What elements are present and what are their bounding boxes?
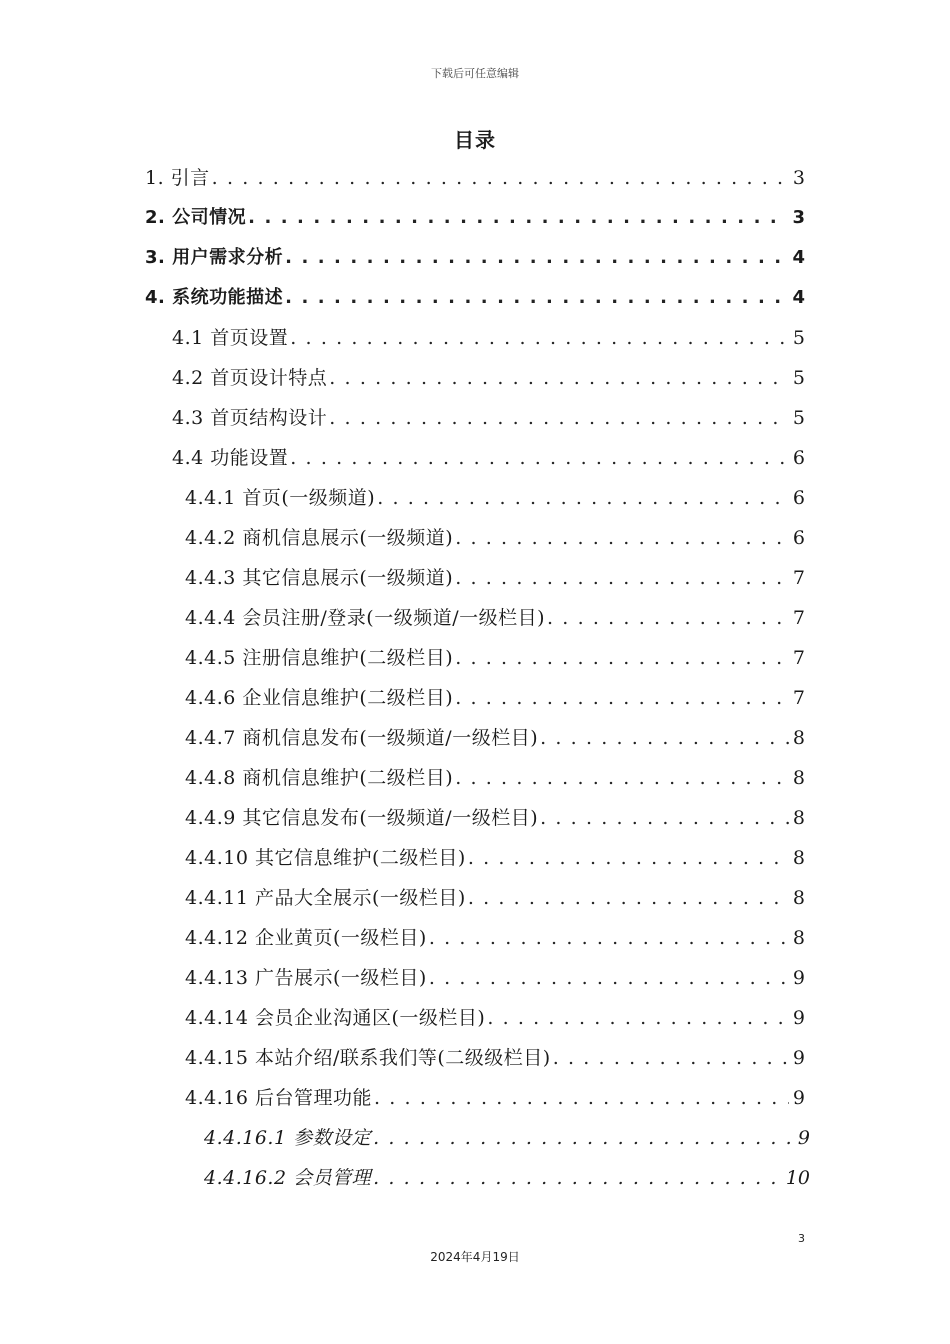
dot-leader [540,723,789,753]
dot-leader [290,443,789,473]
toc-entry-page: 5 [792,367,805,389]
dot-leader [455,563,789,593]
toc-entry-page: 3 [792,167,805,189]
toc-entry-page: 9 [797,1127,810,1149]
toc-entry-4-4-1[interactable] [185,483,805,513]
toc-entry-4-3[interactable] [172,403,805,433]
page-number: 3 [798,1232,805,1245]
toc-entry-label: 1. 引言 [145,167,210,189]
toc-entry-4-4-4[interactable] [185,603,805,633]
toc-entry-4-4[interactable] [172,443,805,473]
dot-leader [455,683,789,713]
toc-entry-4-4-3[interactable] [185,563,805,593]
toc-entry-page: 4 [792,247,805,268]
toc-entry-label: 4.4 功能设置 [172,447,289,469]
toc-entry-4-4-16[interactable] [185,1083,805,1113]
toc-entry-label: 4.4.10 其它信息维护(二级栏目) [185,847,466,869]
toc-entry-page: 10 [785,1167,810,1189]
toc-entry-page: 6 [792,487,805,509]
dot-leader [373,1163,782,1193]
toc-entry-3[interactable] [145,243,805,273]
dot-leader [374,1083,789,1113]
dot-leader [212,163,789,193]
toc-entry-4-4-9[interactable] [185,803,805,833]
toc-entry-page: 9 [792,1087,805,1109]
dot-leader [329,363,789,393]
toc-entry-page: 5 [792,327,805,349]
toc-entry-label: 4.4.9 其它信息发布(一级频道/一级栏目) [185,807,539,829]
toc-entry-page: 9 [792,1007,805,1029]
toc-entry-page: 8 [792,887,805,909]
dot-leader [290,323,789,353]
toc-entry-page: 9 [792,967,805,989]
toc-entry-page: 8 [792,767,805,789]
toc-entry-label: 4. 系统功能描述 [145,287,284,308]
dot-leader [455,643,789,673]
dot-leader [468,883,789,913]
toc-entry-label: 4.4.11 产品大全展示(一级栏目) [185,887,466,909]
toc-entry-page: 9 [792,1047,805,1069]
toc-entry-4-4-13[interactable] [185,963,805,993]
toc-entry-label: 4.4.6 企业信息维护(二级栏目) [185,687,454,709]
dot-leader [487,1003,789,1033]
toc-entry-4-4-5[interactable] [185,643,805,673]
toc-entry-label: 4.4.16.1 参数设定 [204,1127,372,1149]
dot-leader [248,203,788,233]
dot-leader [455,763,789,793]
footer-date: 2024年4月19日 [430,1250,520,1264]
toc-entry-4-2[interactable] [172,363,805,393]
dot-leader [429,963,789,993]
dot-leader [540,803,789,833]
toc-entry-4-4-6[interactable] [185,683,805,713]
toc-entry-4-1[interactable] [172,323,805,353]
toc-entry-label: 4.1 首页设置 [172,327,289,349]
toc-entry-4-4-14[interactable] [185,1003,805,1033]
toc-entry-label: 4.4.5 注册信息维护(二级栏目) [185,647,454,669]
toc-entry-page: 7 [792,647,805,669]
toc-entry-label: 4.4.1 首页(一级频道) [185,487,376,509]
toc-entry-4-4-10[interactable] [185,843,805,873]
toc-entry-page: 5 [792,407,805,429]
toc-entry-4-4-11[interactable] [185,883,805,913]
toc-entry-label: 3. 用户需求分析 [145,247,284,268]
toc-entry-label: 4.4.16.2 会员管理 [204,1167,372,1189]
toc-entry-label: 4.4.13 广告展示(一级栏目) [185,967,427,989]
toc-entry-label: 4.4.14 会员企业沟通区(一级栏目) [185,1007,486,1029]
toc-entry-page: 8 [792,807,805,829]
toc-entry-label: 4.4.2 商机信息展示(一级频道) [185,527,454,549]
toc-entry-page: 4 [792,287,805,308]
toc-entry-4-4-16-1[interactable] [204,1123,810,1153]
toc-entry-page: 7 [792,687,805,709]
toc-entry-page: 6 [792,447,805,469]
toc-entry-4[interactable] [145,283,805,313]
dot-leader [285,243,788,273]
toc-entry-page: 7 [792,607,805,629]
dot-leader [285,283,788,313]
toc-entry-page: 8 [792,847,805,869]
toc-entry-label: 4.4.8 商机信息维护(二级栏目) [185,767,454,789]
toc-entry-label: 4.4.15 本站介绍/联系我们等(二级级栏目) [185,1047,551,1069]
toc-entry-page: 6 [792,527,805,549]
toc-entry-page: 7 [792,567,805,589]
toc-entry-label: 4.4.7 商机信息发布(一级频道/一级栏目) [185,727,539,749]
toc-entry-label: 4.2 首页设计特点 [172,367,328,389]
dot-leader [377,483,789,513]
toc-entry-label: 4.4.3 其它信息展示(一级频道) [185,567,454,589]
toc-entry-page: 8 [792,727,805,749]
dot-leader [547,603,789,633]
toc-entry-4-4-12[interactable] [185,923,805,953]
toc-entry-label: 4.4.4 会员注册/登录(一级频道/一级栏目) [185,607,546,629]
toc-entry-2[interactable] [145,203,805,233]
toc-title: 目录 [454,128,496,152]
dot-leader [455,523,789,553]
toc-entry-page: 3 [792,207,805,228]
toc-entry-4-4-2[interactable] [185,523,805,553]
toc-entry-label: 4.4.16 后台管理功能 [185,1087,372,1109]
toc-entry-label: 4.4.12 企业黄页(一级栏目) [185,927,427,949]
toc-entry-1[interactable] [145,163,805,193]
header-note: 下载后可任意编辑 [431,67,519,80]
dot-leader [373,1123,794,1153]
toc-entry-label: 4.3 首页结构设计 [172,407,328,429]
toc-entry-4-4-15[interactable] [185,1043,805,1073]
dot-leader [468,843,789,873]
dot-leader [429,923,789,953]
toc-entry-page: 8 [792,927,805,949]
toc-entry-label: 2. 公司情况 [145,207,247,228]
dot-leader [553,1043,789,1073]
toc-entry-4-4-7[interactable] [185,723,805,753]
toc-entry-4-4-8[interactable] [185,763,805,793]
toc-entry-4-4-16-2[interactable] [204,1163,810,1193]
dot-leader [329,403,789,433]
